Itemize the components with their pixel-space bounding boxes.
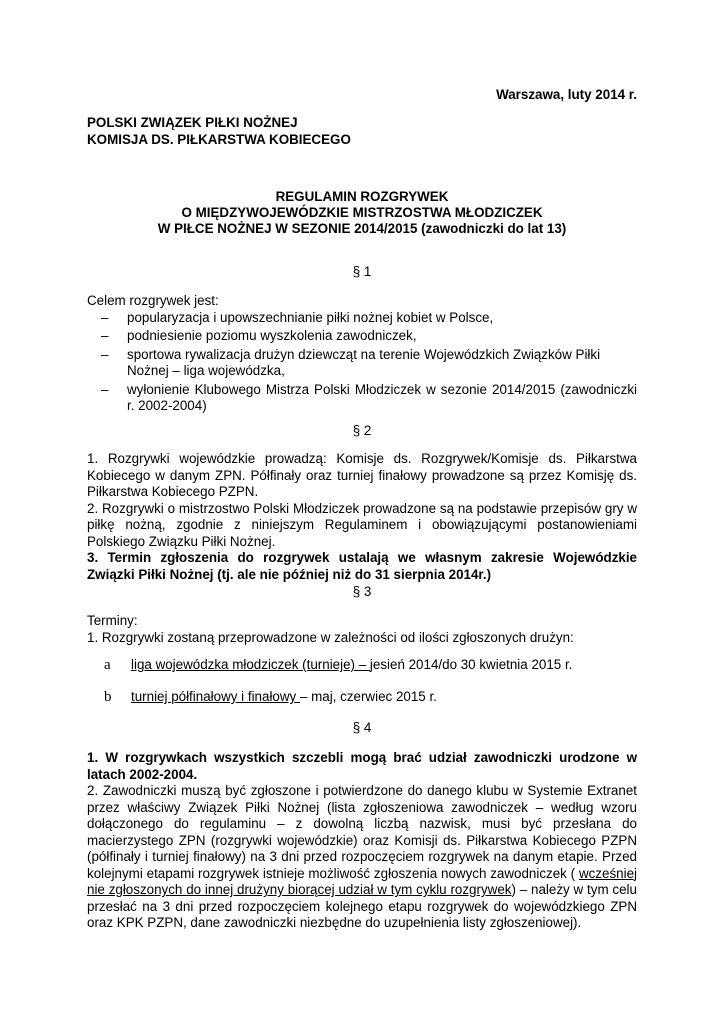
section-3-intro: Terminy: <box>87 613 138 628</box>
section-3-body <box>87 613 637 646</box>
document-date: Warszawa, luty 2014 r. <box>496 87 637 102</box>
title-line-1: REGULAMIN ROZGRYWEK <box>275 189 449 204</box>
section-2-body <box>87 451 637 583</box>
section-4-paragraph-1: 1. W rozgrywkach wszystkich szczebli mogą brać udział zawodniczki urodzone w latach 2002-2004. <box>87 750 637 782</box>
section-2-heading: § 2 <box>352 423 372 438</box>
section-1-body <box>87 293 637 415</box>
section-2-paragraph-2: 2. Rozgrywki o mistrzostwo Polski Młodziczek prowadzone są na podstawie przepisów gry w piłkę nożną, zgodnie z niniejszym Regulaminem i obowiązującymi postanowieniami Polskiego Związku Piłki Nożnej. <box>87 500 637 549</box>
title-line-3: W PIŁCE NOŻNEJ W SEZONIE 2014/2015 (zawodniczki do lat 13) <box>157 221 567 236</box>
org-committee: KOMISJA DS. PIŁKARSTWA KOBIECEGO <box>87 132 351 147</box>
section-1-heading: § 1 <box>352 264 372 279</box>
term-b-label: turniej półfinałowy i finałowy <box>131 689 300 704</box>
dash-bullet-icon: – <box>101 346 109 362</box>
list-item: – sportowa rywalizacja drużyn dziewcząt na terenie Wojewódzkich Związków Piłki Nożnej – liga wojewódzka, <box>101 346 601 378</box>
term-a-label: liga wojewódzka młodziczek (turnieje) – <box>131 657 370 672</box>
section-2-paragraph-1: 1. Rozgrywki wojewódzkie prowadzą: Komisje ds. Rozgrywek/Komisje ds. Piłkarstwa Kobiecego w danym ZPN. Półfinały oraz turniej finałowy prowadzone są przez Komisję ds. Piłkarstwa Kobiecego PZPN. <box>87 451 637 499</box>
dash-bullet-icon: – <box>101 328 109 343</box>
section-3-paragraph-1: 1. Rozgrywki zostaną przeprowadzone w zależności od ilości zgłoszonych drużyn: <box>87 629 574 645</box>
item-letter: b <box>104 689 112 705</box>
organization-header <box>87 114 351 148</box>
term-a-dates: jesień 2014/do 30 kwietnia 2015 r. <box>369 657 573 672</box>
term-item-a <box>104 657 572 674</box>
section-3-heading: § 3 <box>352 584 372 599</box>
section-1-intro: Celem rozgrywek jest: <box>87 293 219 308</box>
goals-list <box>87 310 637 415</box>
title-line-2: O MIĘDZYWOJEWÓDZKIE MISTRZOSTWA MŁODZICZEK <box>181 205 543 220</box>
dash-bullet-icon: – <box>101 309 109 325</box>
section-4-paragraph-2: 2. Zawodniczki muszą być zgłoszone i potwierdzone do danego klubu w Systemie Extranet przez właściwy Związek Piłki Nożnej (lista zgłoszeniowa zawodniczek – według wzoru dołączonego do regulaminu – z dowolną liczbą nazwisk, musi być przesłana do macierzystego ZPN (rozgrywki wojewódzkie) oraz Komisji ds. Piłkarstwa Kobiecego PZPN (półfinały i turniej finałowy) na 3 dni przed rozpoczęciem rozgrywek na danym etapie. Przed kolejnymi etapami rozgrywek istnieje możliwość zgłoszenia nowych zawodniczek ( wcześniej nie zgłoszonych do innej drużyny biorącej udział w tym cyklu rozgrywek) – należy w tym celu przesłać na 3 dni przed rozpoczęciem kolejnego etapu rozgrywek do wojewódzkiego ZPN oraz KPK PZPN, dane zawodniczki niezbędne do uzupełnienia listy zgłoszeniowej). <box>87 783 637 930</box>
list-item: – wyłonienie Klubowego Mistrza Polski Młodziczek w sezonie 2014/2015 (zawodniczki r. 2002-2004) <box>101 381 637 413</box>
item-letter: a <box>104 657 111 673</box>
section-4-body <box>87 750 637 932</box>
org-name: POLSKI ZWIĄZEK PIŁKI NOŻNEJ <box>87 115 298 130</box>
term-b-dates: – maj, czerwiec 2015 r. <box>299 689 437 704</box>
dash-bullet-icon: – <box>101 381 109 397</box>
list-item: – podniesienie poziomu wyszkolenia zawodniczek, <box>101 328 417 343</box>
term-item-b <box>104 689 437 706</box>
document-title <box>87 189 637 237</box>
section-2-paragraph-3: 3. Termin zgłoszenia do rozgrywek ustalają we własnym zakresie Wojewódzkie Związki Piłki Nożnej (tj. ale nie później niż do 31 sierpnia 2014r.) <box>87 550 637 582</box>
underlined-phrase: wcześniej nie zgłoszonych do innej drużyny biorącej udział w tym cyklu rozgrywek <box>87 865 637 897</box>
section-4-heading: § 4 <box>352 720 372 735</box>
list-item: – popularyzacja i upowszechnianie piłki nożnej kobiet w Polsce, <box>101 309 494 325</box>
